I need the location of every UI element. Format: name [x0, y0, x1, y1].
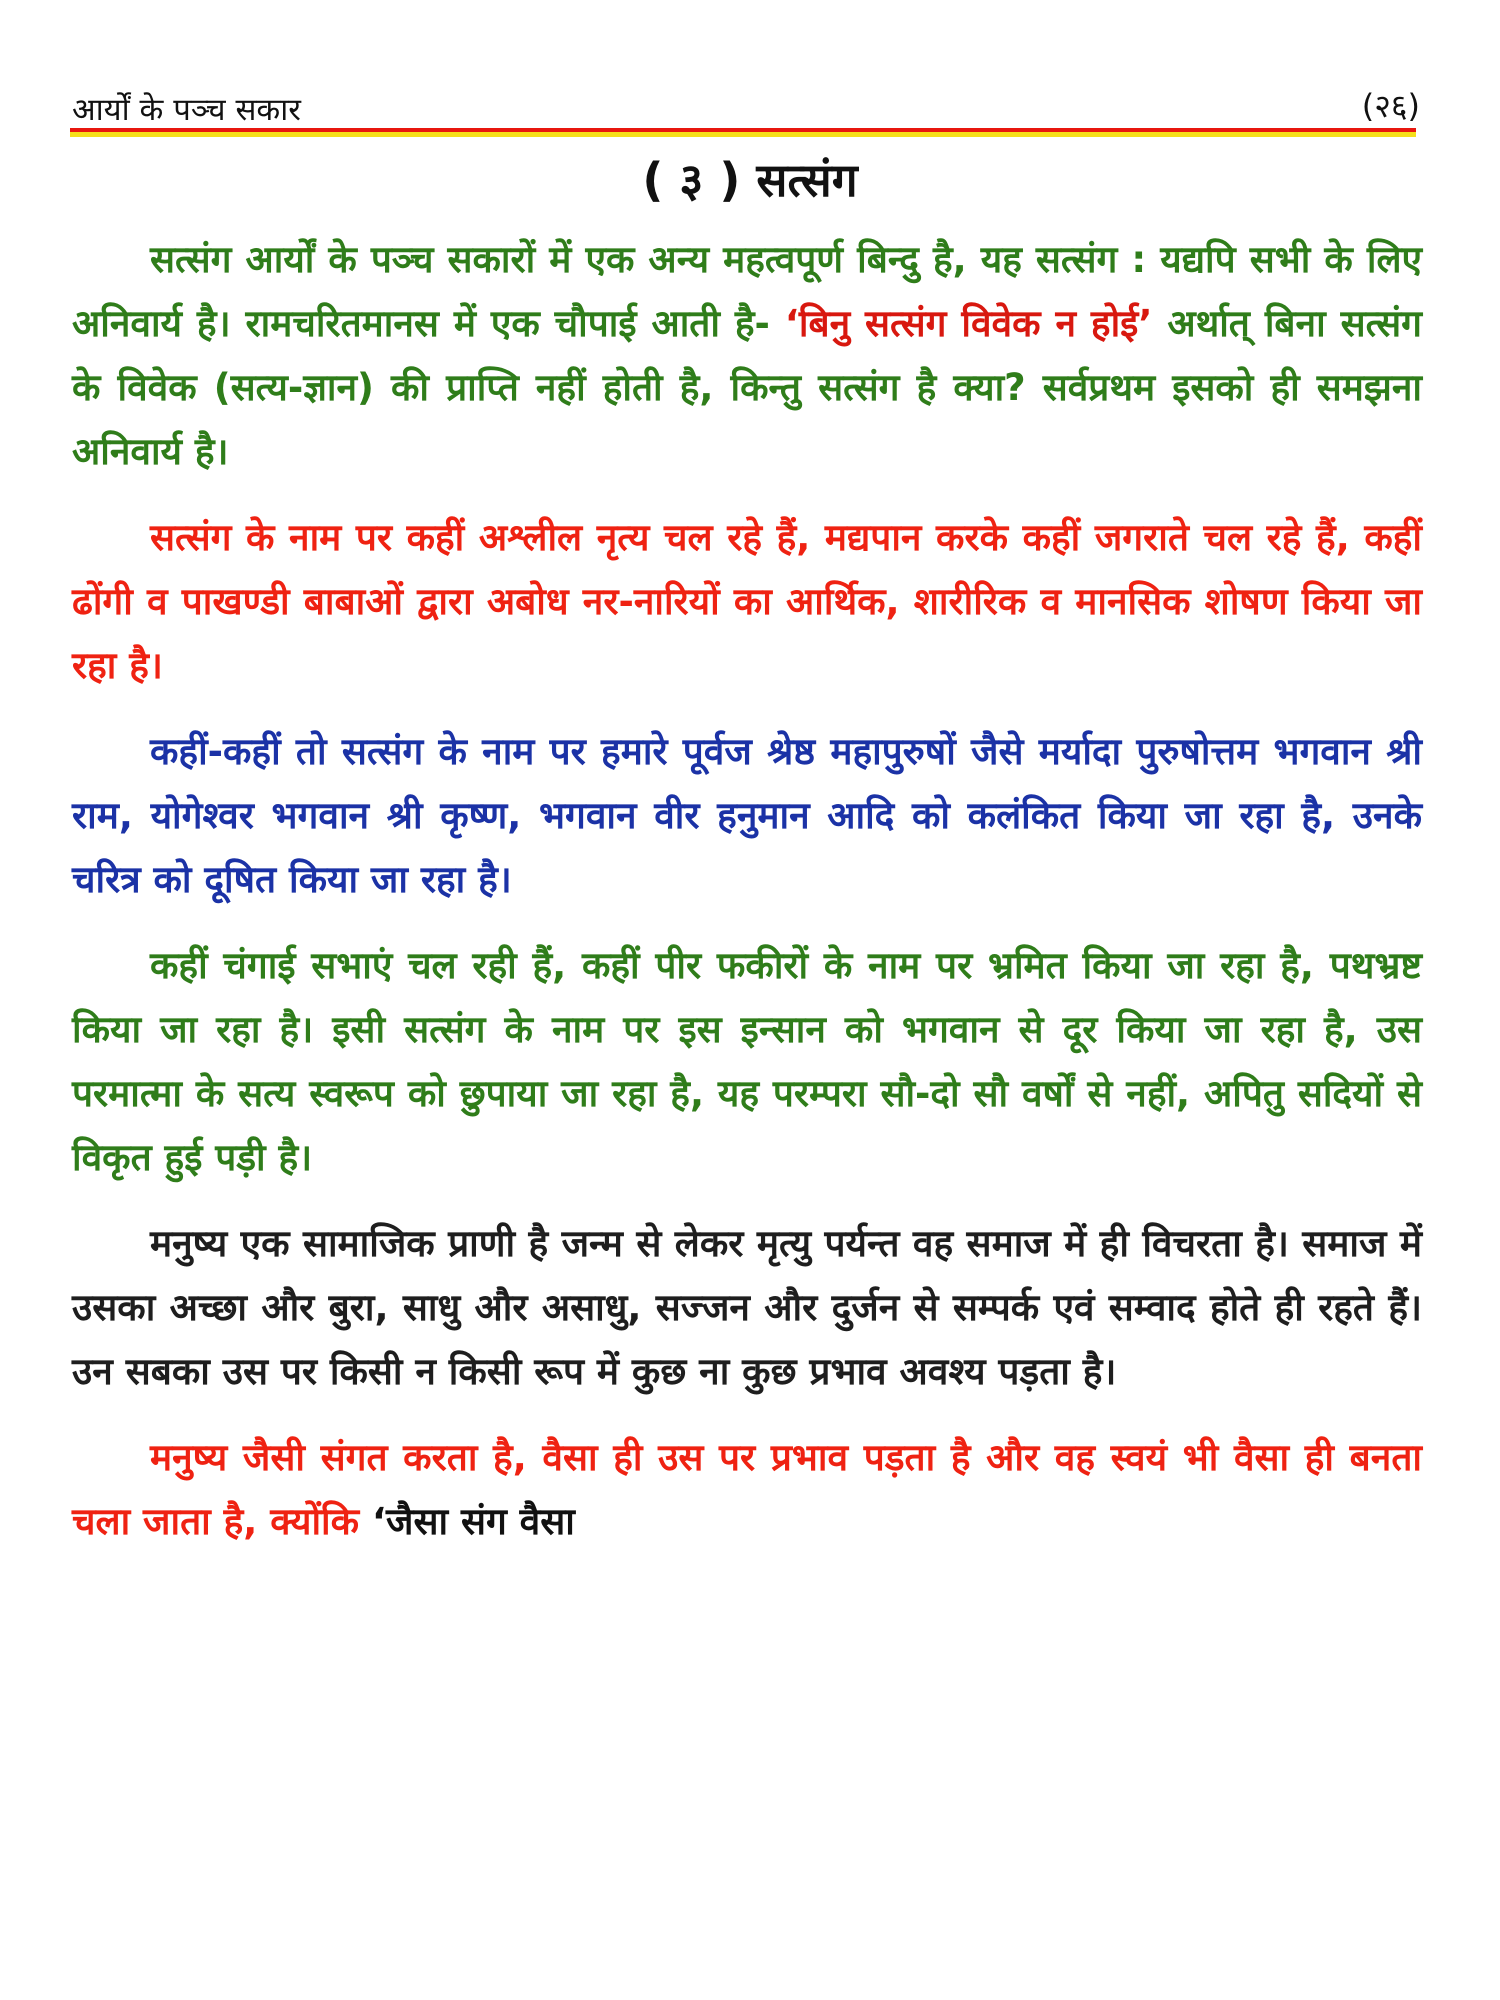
header-rule-yellow: [70, 132, 1416, 137]
paragraph-1-lead: सत्संग आर्यों के पञ्च सकारों में एक अन्य महत्वपूर्ण बिन्दु है, यह सत्संग : यद्यपि सभी के लिए अनिवार्य है। रामचरितमानस में एक चौपाई आती है-: [72, 238, 1422, 345]
paragraph-1-quote: ‘बिनु सत्संग विवेक न होई’: [784, 302, 1153, 345]
paragraph-2: सत्संग के नाम पर कहीं अश्लील नृत्य चल रहे हैं, मद्यपान करके कहीं जगराते चल रहे हैं, कहीं ढोंगी व पाखण्डी बाबाओं द्वारा अबोध नर-नारियों का आर्थिक, शारीरिक व मानसिक शोषण किया जा रहा है।: [72, 516, 1422, 687]
paragraph-1-tail: अर्थात् बिना सत्संग के विवेक (सत्य-ज्ञान) की प्राप्ति नहीं होती है, किन्तु सत्संग है क्या? सर्वप्रथम इसको ही समझना अनिवार्य है।: [72, 302, 1423, 473]
body-text: [72, 228, 1422, 1576]
paragraph-6-quote: ‘जैसा संग वैसा: [371, 1500, 575, 1543]
paragraph-6: [72, 1426, 1422, 1554]
page-number: (२६): [1361, 87, 1420, 125]
paragraph-4: कहीं चंगाई सभाएं चल रही हैं, कहीं पीर फकीरों के नाम पर भ्रमित किया जा रहा है, पथभ्रष्ट किया जा रहा है। इसी सत्संग के नाम पर इस इन्सान को भगवान से दूर किया जा रहा है, उस परमात्मा के सत्य स्वरूप को छुपाया जा रहा है, यह परम्परा सौ-दो सौ वर्षों से नहीं, अपितु सदियों से विकृत हुई पड़ी है।: [72, 944, 1422, 1179]
running-title: आर्यों के पञ्च सकार: [72, 92, 301, 128]
section-heading: ( ३ ) सत्संग: [642, 153, 858, 207]
page-header: [70, 84, 1420, 134]
paragraph-3: कहीं-कहीं तो सत्संग के नाम पर हमारे पूर्वज श्रेष्ठ महापुरुषों जैसे मर्यादा पुरुषोत्तम भगवान श्री राम, योगेश्वर भगवान श्री कृष्ण, भगवान वीर हनुमान आदि को कलंकित किया जा रहा है, उनके चरित्र को दूषित किया जा रहा है।: [72, 730, 1422, 901]
paragraph-1: [72, 228, 1422, 484]
paragraph-5: मनुष्य एक सामाजिक प्राणी है जन्म से लेकर मृत्यु पर्यन्त वह समाज में ही विचरता है। समाज में उसका अच्छा और बुरा, साधु और असाधु, सज्जन और दुर्जन से सम्पर्क एवं सम्वाद होते ही रहते हैं। उन सबका उस पर किसी न किसी रूप में कुछ ना कुछ प्रभाव अवश्य पड़ता है।: [72, 1222, 1422, 1393]
paragraph-6-lead: मनुष्य जैसी संगत करता है, वैसा ही उस पर प्रभाव पड़ता है और वह स्वयं भी वैसा ही बनता चला जाता है, क्योंकि: [72, 1436, 1422, 1543]
